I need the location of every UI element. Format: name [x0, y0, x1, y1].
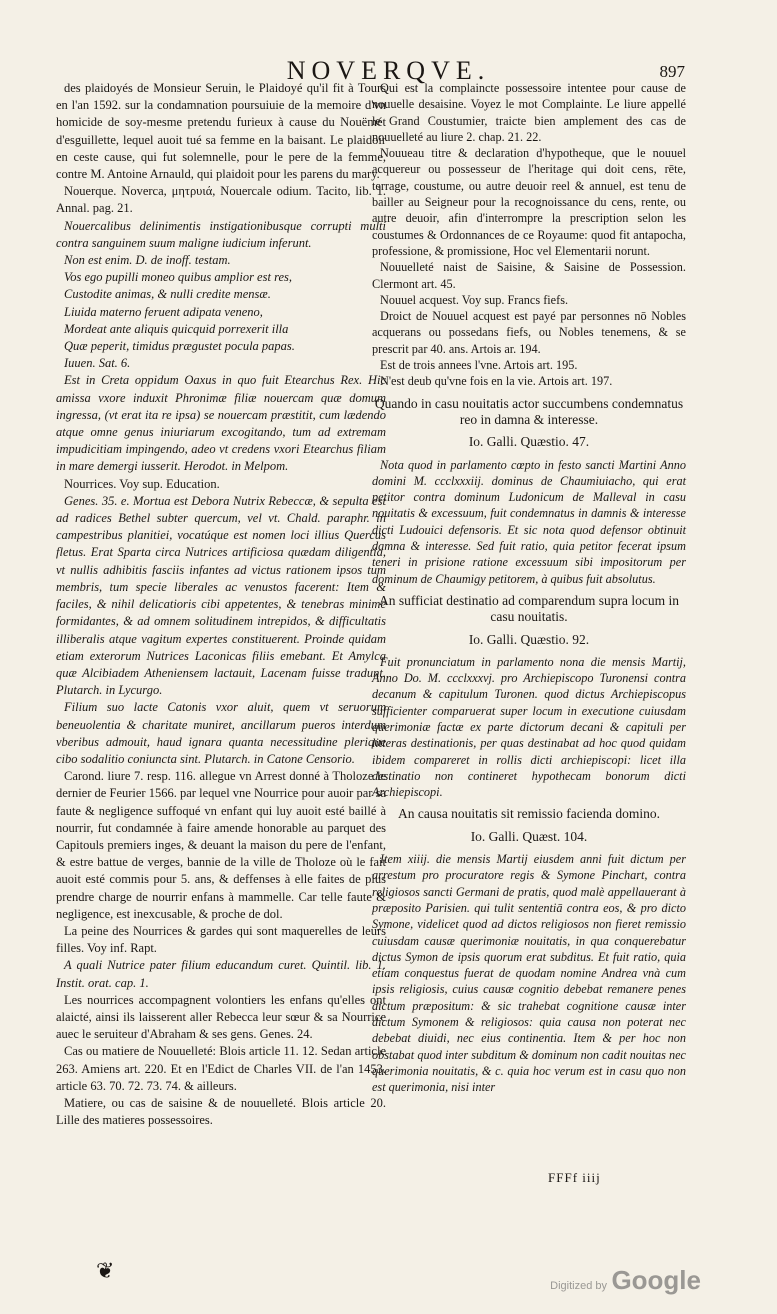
paragraph: A quali Nutrice pater filium educandum curet. Quintil. lib. 1. Instit. orat. cap. 1. — [56, 958, 386, 990]
paragraph: La peine des Nourrices & gardes qui sont maquerelles de leurs filles. Voy inf. Rapt. — [56, 923, 386, 956]
paragraph: Quæ peperit, timidus prægustet pocula papas. — [64, 339, 295, 354]
google-logo: Google — [611, 1265, 701, 1295]
section-heading: Io. Galli. Quæstio. 47. — [468, 434, 590, 450]
paragraph: Nouuel acquest. Voy sup. Francs fiefs. — [380, 292, 569, 307]
paragraph: Genes. 35. e. Mortua est Debora Nutrix Rebeccæ, & sepulta est ad radices Bethel subter quercum, vel vt. Chald. paraphr. in campestribus planitiei, vocatúque est nomen loci illius Quercus fletus. Erat Sparta circa Nutrices artificiosa quædam diligentia, vt nullis adhibitis fasciis infantes ad victus rationem ipsos tum membris, tum specie liberales ac venustos facerent: Item & faciles, & nihil delicatioris cibi appetentes, & tenebras minime formidantes, & ad omnem solitudinem intrepidos, & difficultatis illiberalis atque vagitum expertes constituerent. Proinde quidam etiam exterorum Nutrices Laconicas filiis emebant. Et Amylca quæ Alcibiadem Atheniensem lactauit, Lacenam fuisse tradunt. Plutarch. in Lycurgo. — [56, 493, 386, 698]
margin-ornament: ❦ — [96, 1258, 115, 1283]
paragraph: Item xiiij. die mensis Martij eiusdem anni fuit dictum per arrestum pro procuratore regis & Symone Pinchart, contra religiosos sancti Germani de pratis, quod malè appellauerant à præposito Parisien. qui tulit sententiā contra eos, & pro dicto Symone, videlicet quod ad dictos religiosos non fieret remissio cuiusdam causæ querimoniæ nouitatis, in qua conquerebatur dictus Symon de ipsis quorum erat subditus. Et fuit ratio, quia etiam conquestus fuerat de quodam nomine Andrea vnà cum ipsis religiosis, cuius causæ cognitio debebat remanere penes dictum præpositum: & sic trahebat cognitione causæ inter dictum Symonem & religiosos: quia causa non poterat nec debebat diuidi, nec eius continentia. Item & per hoc non obstabat quod inter subditum & dominum non cadit nouitas nec querimonia nouitatis, & c. quia hoc verum est in casu quo non est querimonia, nisi inter — [372, 852, 686, 1095]
paragraph: des plaidoyés de Monsieur Seruin, le Plaidoyé qu'il fit à Tours en l'an 1592. sur la condamnation poursuiuie de la memoire d'vn homicide de soy-mesme pretendu furieux à cause du Nouëmét d'esguillette, lequel auoit tué sa femme en la baisant. Le plaidoir en ceste cause, qui fut solemnelle, pour le pere de la femme, contre M. Antoine Arnauld, qui plaidoit pour les parens du mary. — [56, 81, 386, 182]
paragraph: Nouercalibus delinimentis instigationibusque corrupti multi contra sanguinem suum maligne iudicium inferunt. — [56, 218, 386, 250]
signature-mark: FFFf iiij — [548, 1170, 601, 1185]
paragraph: Matiere, ou cas de saisine & de nouuelleté. Blois article 20. Lille des matieres possessoires. — [56, 1095, 386, 1128]
paragraph: N'est deub qu'vne fois en la vie. Artois art. 197. — [380, 374, 613, 389]
paragraph: Nourrices. Voy sup. Education. — [64, 476, 220, 491]
paragraph: Carond. liure 7. resp. 116. allegue vn Arrest donné à Tholoze le dernier de Feurier 1566. par lequel vne Nourrice pour auoir par sa faute & negligence suffoqué vn enfant qui luy auoit esté baillé à nourrir, fut condamnée à faire amende honorable au parquet des Capitouls premiers inges, & deuant la maison du pere de l'enfant, & estre battue de verges, bannie de la ville de Tholoze où le fait auoit esté commis pour 5. ans, & deffenses à elle faites de plus prendre charge de nourrir enfans à mammelle. Car telle faute & negligence, est inexcusable, & proche de dol. — [56, 769, 386, 921]
paragraph: Fuit pronunciatum in parlamento nona die mensis Martij, Anno Do. M. ccclxxxvj. pro Archiepiscopo Turonensi contra decanum & capitulum Turonen. quod dictus Archiepiscopus sufficienter comparuerat super locum in executione cuiusdam querimoniæ factæ ex parte dictorum decani & capituli per litteras destinationis, per quas destinabat ad hoc quod quidam ibidem compareret in rollis dicti archiepiscopi: licet illa destinatio non contineret hypothecam bonorum dicti Archiepiscopi. — [372, 654, 686, 800]
section-heading: An sufficiat destinatio ad comparendum supra locum in casu nouitatis. — [378, 592, 680, 625]
right-column — [372, 80, 686, 1096]
paragraph: Liuida materno feruent adipata veneno, — [64, 304, 263, 319]
running-title: NOVERQVE. — [286, 56, 491, 85]
paragraph: Iuuen. Sat. 6. — [64, 356, 131, 371]
section-heading: Io. Galli. Quæst. 104. — [470, 828, 588, 844]
paragraph: Droict de Nouuel acquest est payé par personnes nō Nobles acquerans ou possedans fiefs, ou Nobles tenemens, & se prescrit par 40. ans. Artois ar. 194. — [372, 309, 686, 356]
left-column — [56, 80, 386, 1129]
paragraph: Nouueau titre & declaration d'hypotheque, que le nouuel acquereur ou possesseur de l'heritage qui doit cens, rēte, terrage, coustume, ou autre deuoir reel & annuel, est tenu de bailler au Seigneur pour la recognoissance du cens, rente, ou autre deuoir, afin d'interrompre la prescription selon les coustumes & Ordonnances de ce Royaume: quod fit antapocha, professione, & promissione, Hoc vel Elementarii norunt. — [372, 146, 686, 258]
section-heading: Io. Galli. Quæstio. 92. — [468, 631, 590, 647]
paragraph: Nouuelleté naist de Saisine, & Saisine de Possession. Clermont art. 45. — [372, 260, 686, 291]
paragraph: Cas ou matiere de Nouuelleté: Blois article 11. 12. Sedan article 263. Amiens art. 220. Et en l'Edict de Charles VII. de l'an 1453. article 63. 70. 72. 73. 74. & ailleurs. — [56, 1044, 386, 1093]
paragraph: Non est enim. D. de inoff. testam. — [64, 253, 231, 268]
paragraph: Filium suo lacte Catonis vxor aluit, quem vt seruorum beneuolentia & charitate muniret, ancillarum pueros interdum vberibus admouit, haud ignara quanta necessitudine plerique cibo sodalitio coniuncta sint. Plutarch. in Catone Censorio. — [56, 700, 386, 766]
section-heading: An causa nouitatis sit remissio facienda domino. — [397, 806, 661, 822]
paragraph: Nouerque. Noverca, μητρυιά, Nouercale odium. Tacito, lib. 1. Annal. pag. 21. — [56, 184, 386, 216]
paragraph: Est de trois annees l'vne. Artois art. 195. — [380, 358, 578, 373]
paragraph: Mordeat ante aliquis quicquid porrexerit illa — [64, 321, 289, 336]
paragraph: Est in Creta oppidum Oaxus in quo fuit Etearchus Rex. Hic amissa vxore induxit Phronimæ filiæ nouercam quæ domum ingressa, (vt erat ita re ipsa) se nouercam præstitit, cum lædendo atque omne genus iniuriarum excogitando, tum ad extremam impudicitiam impingendo, adeo vt credens vxori Etearchus filiam in mare demergi iusserit. Herodot. in Melpom. — [56, 373, 386, 474]
page-number: 897 — [659, 62, 685, 81]
paragraph: Vos ego pupilli moneo quibus amplior est res, — [64, 270, 293, 285]
paragraph: Les nourrices accompagnent volontiers les enfans qu'elles ont alaicté, ainsi ils laisserent aller Rebecca leur sœur & sa Nourrice auec le seruiteur d'Abraham & ses gens. Genes. 24. — [56, 992, 386, 1042]
section-heading: Quando in casu nouitatis actor succumbens condemnatus reo in damna & interesse. — [374, 395, 684, 427]
paragraph: Nota quod in parlamento cœpto in festo sancti Martini Anno domini M. ccclxxxiij. dominus de Chaumiuiacho, qui erat petitor contra dominum Ludonicum de Malleval in casu nouitatis & excessuum, fuit condemnatus in damnis & interesse dicti Ludouici defensoris. Et sic nota quod defensor obtinuit damna & interesse. Sed fuit ratio, quia petitor fecerat ipsum teneri in prisione ratione excessuum sibi impositorum per dominum de Chaumigy petitorem, à quibus fuit absolutus. — [372, 457, 686, 586]
google-watermark — [550, 1265, 701, 1296]
paragraph: Qui est la complaincte possessoire intentee pour cause de nouuelle desaisine. Voyez le mot Complainte. Le liure appellé le Grand Coustumier, traicte bien amplement des cas de nouuelleté au liure 2. chap. 21. 22. — [372, 81, 686, 144]
watermark-prefix: Digitized by — [550, 1280, 607, 1292]
paragraph: Custodite animas, & nulli credite mensæ. — [64, 287, 271, 302]
